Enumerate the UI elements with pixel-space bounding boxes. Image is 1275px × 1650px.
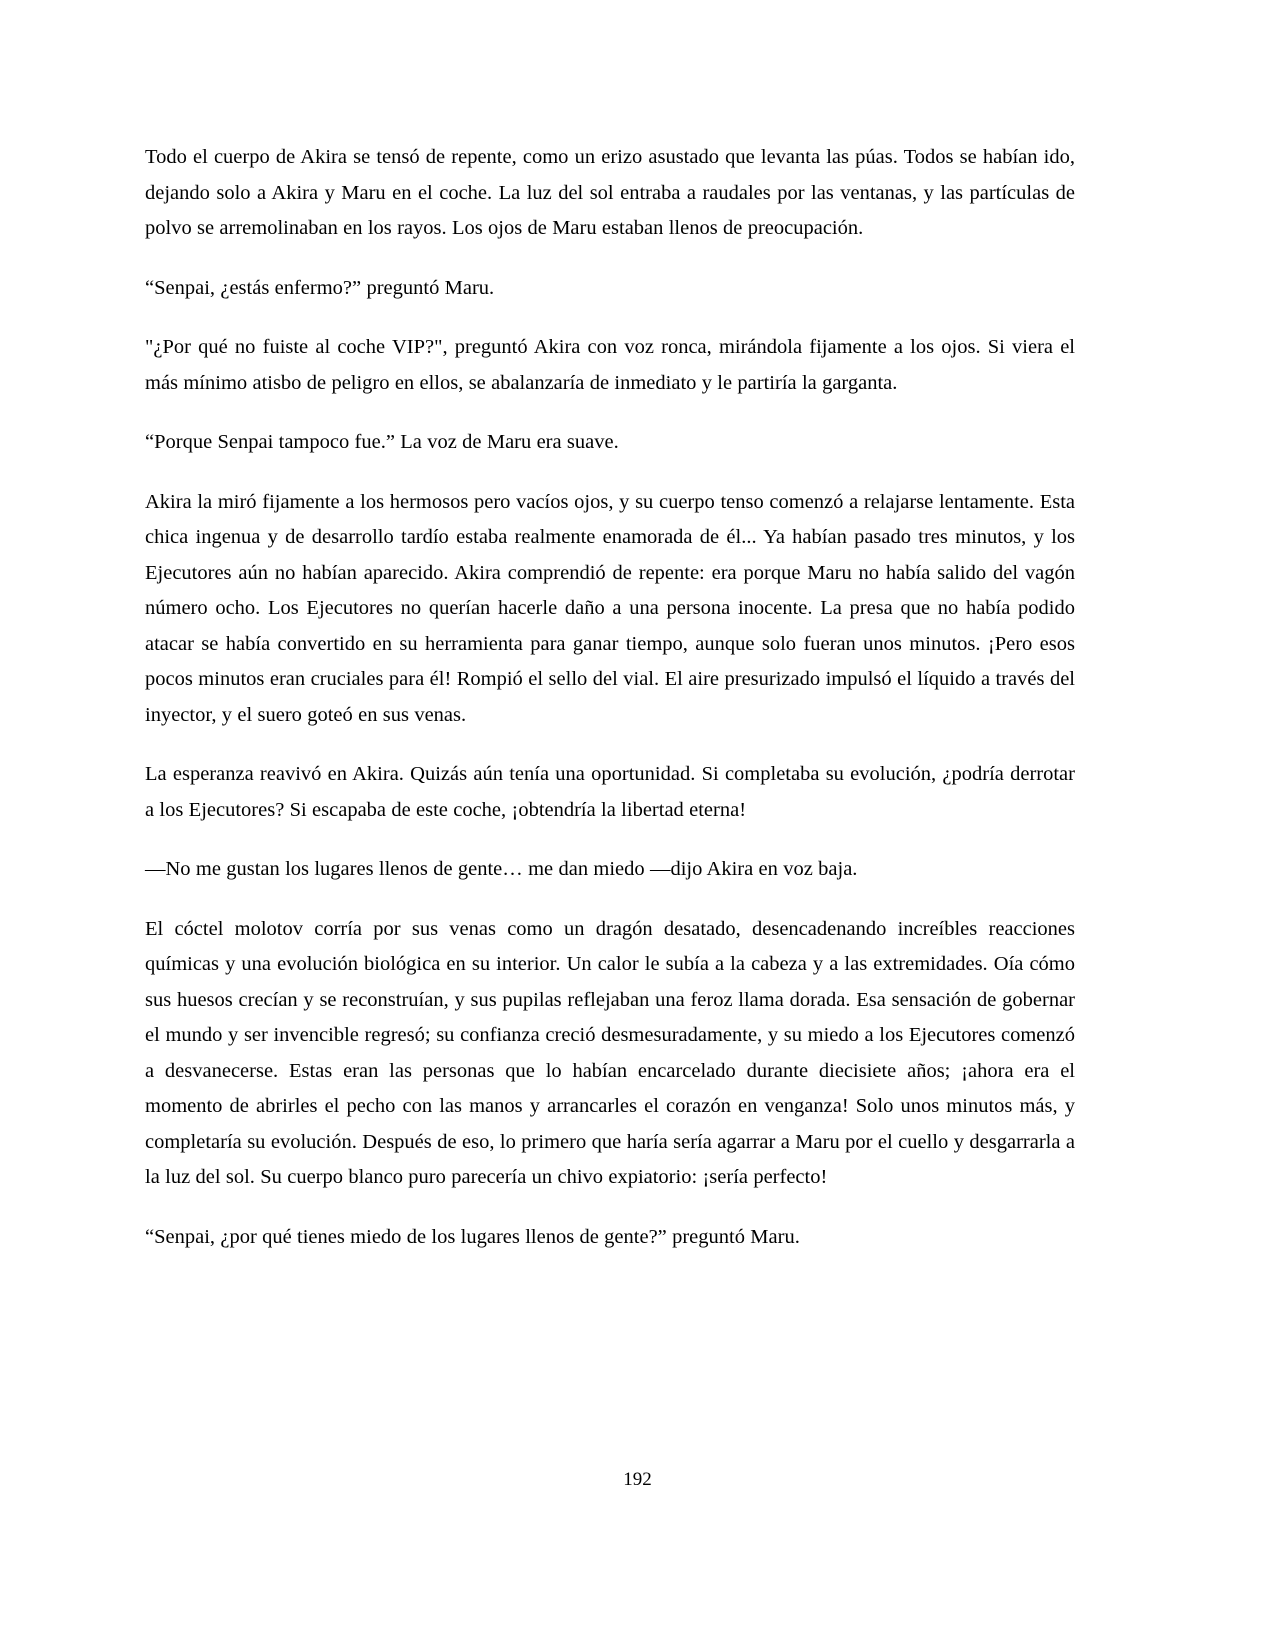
paragraph: —No me gustan los lugares llenos de gente… me dan miedo —dijo Akira en voz baja. [145,858,858,880]
page-body [145,140,1075,1255]
paragraph: “Porque Senpai tampoco fue.” La voz de Maru era suave. [145,431,619,453]
paragraph: "¿Por qué no fuiste al coche VIP?", preguntó Akira con voz ronca, mirándola fijamente a los ojos. Si viera el más mínimo atisbo de peligro en ellos, se abalanzaría de inmediato y le partiría la garganta. [145,336,1075,394]
paragraph: El cóctel molotov corría por sus venas como un dragón desatado, desencadenando increíbles reacciones químicas y una evolución biológica en su interior. Un calor le subía a la cabeza y a las extremidades. Oía cómo sus huesos crecían y se reconstruían, y sus pupilas reflejaban una feroz llama dorada. Esa sensación de gobernar el mundo y ser invencible regresó; su confianza creció desmesuradamente, y su miedo a los Ejecutores comenzó a desvanecerse. Estas eran las personas que lo habían encarcelado durante diecisiete años; ¡ahora era el momento de abrirles el pecho con las manos y arrancarles el corazón en venganza! Solo unos minutos más, y completaría su evolución. Después de eso, lo primero que haría sería agarrar a Maru por el cuello y desgarrarla a la luz del sol. Su cuerpo blanco puro parecería un chivo expiatorio: ¡sería perfecto! [145,917,1075,1188]
paragraph: Akira la miró fijamente a los hermosos pero vacíos ojos, y su cuerpo tenso comenzó a relajarse lentamente. Esta chica ingenua y de desarrollo tardío estaba realmente enamorada de él... Ya habían pasado tres minutos, y los Ejecutores aún no habían aparecido. Akira comprendió de repente: era porque Maru no había salido del vagón número ocho. Los Ejecutores no querían hacerle daño a una persona inocente. La presa que no había podido atacar se había convertido en su herramienta para ganar tiempo, aunque solo fueran unos minutos. ¡Pero esos pocos minutos eran cruciales para él! Rompió el sello del vial. El aire presurizado impulsó el líquido a través del inyector, y el suero goteó en sus venas. [145,490,1075,726]
paragraph: “Senpai, ¿por qué tienes miedo de los lugares llenos de gente?” preguntó Maru. [145,1225,800,1248]
paragraph: La esperanza reavivó en Akira. Quizás aún tenía una oportunidad. Si completaba su evolución, ¿podría derrotar a los Ejecutores? Si escapaba de este coche, ¡obtendría la libertad eterna! [145,763,1075,821]
paragraph: “Senpai, ¿estás enfermo?” preguntó Maru. [145,276,495,299]
paragraph: Todo el cuerpo de Akira se tensó de repente, como un erizo asustado que levanta las púas. Todos se habían ido, dejando solo a Akira y Maru en el coche. La luz del sol entraba a raudales por las ventanas, y las partículas de polvo se arremolinaban en los rayos. Los ojos de Maru estaban llenos de preocupación. [145,146,1075,239]
page-number: 192 [623,1469,652,1490]
